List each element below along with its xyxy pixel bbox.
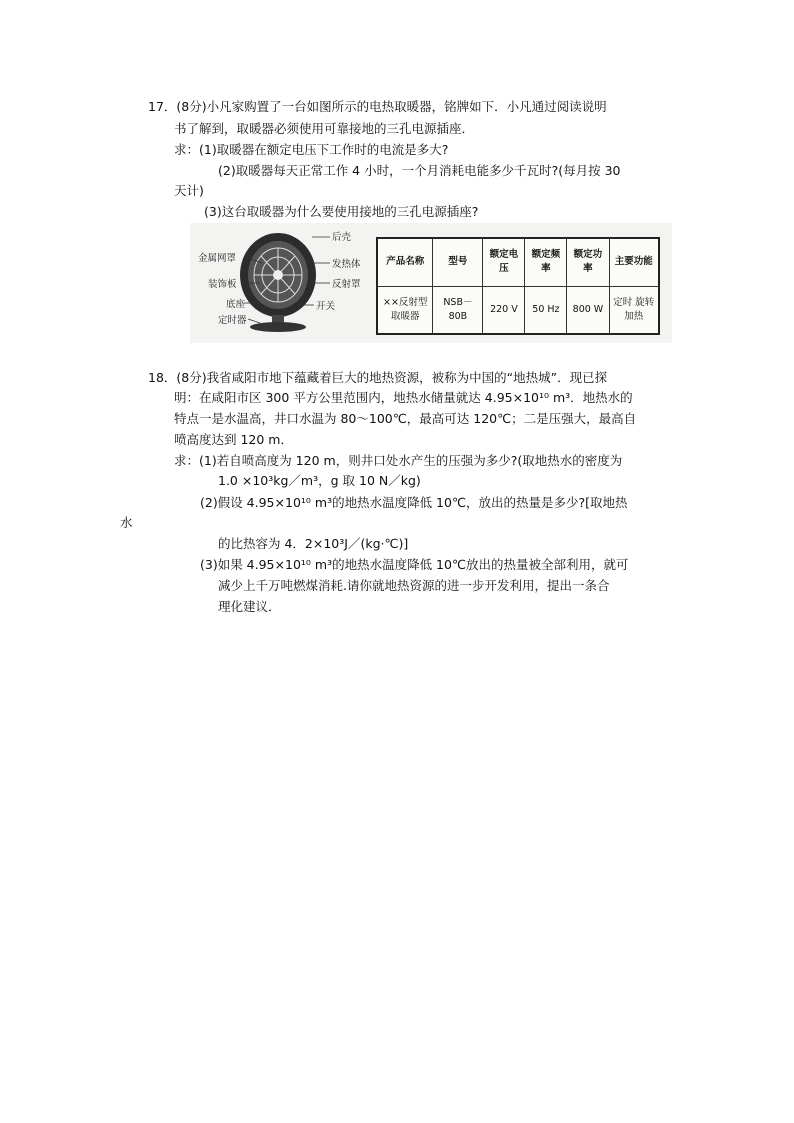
q18-line-11: 减少上千万吨燃煤消耗.请你就地热资源的进一步开发利用，提出一条合 xyxy=(218,578,610,593)
q18-line-5: 求：(1)若自喷高度为 120 m，则井口处水产生的压强为多少?(取地热水的密度为 xyxy=(174,453,623,468)
cell-main-function: 定时 旋转 加热 xyxy=(609,286,659,334)
q18-line-2: 明：在咸阳市区 300 平方公里范围内，地热水储量就达 4.95×10¹⁰ m³．地热水的 xyxy=(174,390,633,405)
label-timer: 定时器 xyxy=(218,315,247,326)
q17-line-3: 求：(1)取暖器在额定电压下工作时的电流是多大? xyxy=(174,142,449,157)
header-rated-frequency: 额定频率 xyxy=(525,238,567,286)
nameplate-table xyxy=(376,237,660,335)
q18-line-12: 理化建议． xyxy=(218,599,281,614)
q18-line-7: (2)假设 4.95×10¹⁰ m³的地热水温度降低 10℃，放出的热量是多少?[取地热 xyxy=(200,495,628,510)
label-reflector: 反射罩 xyxy=(332,279,361,290)
cell-rated-frequency: 50 Hz xyxy=(525,286,567,334)
cell-model: NSB－80B xyxy=(433,286,483,334)
cell-product-name: ××反射型取暖器 xyxy=(377,286,433,334)
q17-line-4: (2)取暖器每天正常工作 4 小时，一个月消耗电能多少千瓦时?(每月按 30 xyxy=(218,163,621,178)
q17-line-1: 17．(8分)小凡家购置了一台如图所示的电热取暖器，铭牌如下．小凡通过阅读说明 xyxy=(148,99,607,114)
q18-line-6: 1.0 ×10³kg／m³，g 取 10 N／kg) xyxy=(218,473,421,488)
label-heater: 发热体 xyxy=(332,259,361,270)
q17-line-5: 天计) xyxy=(174,183,204,198)
q17-line-6: (3)这台取暖器为什么要使用接地的三孔电源插座? xyxy=(204,204,479,219)
header-rated-power: 额定功率 xyxy=(567,238,609,286)
label-base: 底座 xyxy=(226,299,246,310)
label-rear-shell: 后壳 xyxy=(332,232,352,243)
cell-rated-voltage: 220 V xyxy=(483,286,525,334)
table-header-row xyxy=(377,238,659,286)
header-rated-voltage: 额定电压 xyxy=(483,238,525,286)
table-row xyxy=(377,286,659,334)
q18-line-9: 的比热容为 4．2×10³J／(kg·℃)] xyxy=(218,536,409,551)
q18-line-3: 特点一是水温高，井口水温为 80～100℃，最高可达 120℃；二是压强大，最高自 xyxy=(174,411,637,426)
heater-figure xyxy=(190,223,672,343)
label-decor-plate: 装饰板 xyxy=(208,279,237,290)
q18-line-10: (3)如果 4.95×10¹⁰ m³的地热水温度降低 10℃放出的热量被全部利用，就可 xyxy=(200,557,629,572)
cell-rated-power: 800 W xyxy=(567,286,609,334)
q18-line-4: 喷高度达到 120 m． xyxy=(174,432,293,447)
q17-line-2: 书了解到，取暖器必须使用可靠接地的三孔电源插座． xyxy=(174,121,475,136)
label-switch: 开关 xyxy=(316,301,336,312)
q18-line-1: 18．(8分)我省咸阳市地下蕴藏着巨大的地热资源，被称为中国的“地热城”．现已探 xyxy=(148,370,608,385)
header-model: 型号 xyxy=(433,238,483,286)
q18-line-8: 水 xyxy=(120,515,133,530)
header-main-function: 主要功能 xyxy=(609,238,659,286)
header-product-name: 产品名称 xyxy=(377,238,433,286)
label-metal-grill: 金属网罩 xyxy=(198,253,237,264)
